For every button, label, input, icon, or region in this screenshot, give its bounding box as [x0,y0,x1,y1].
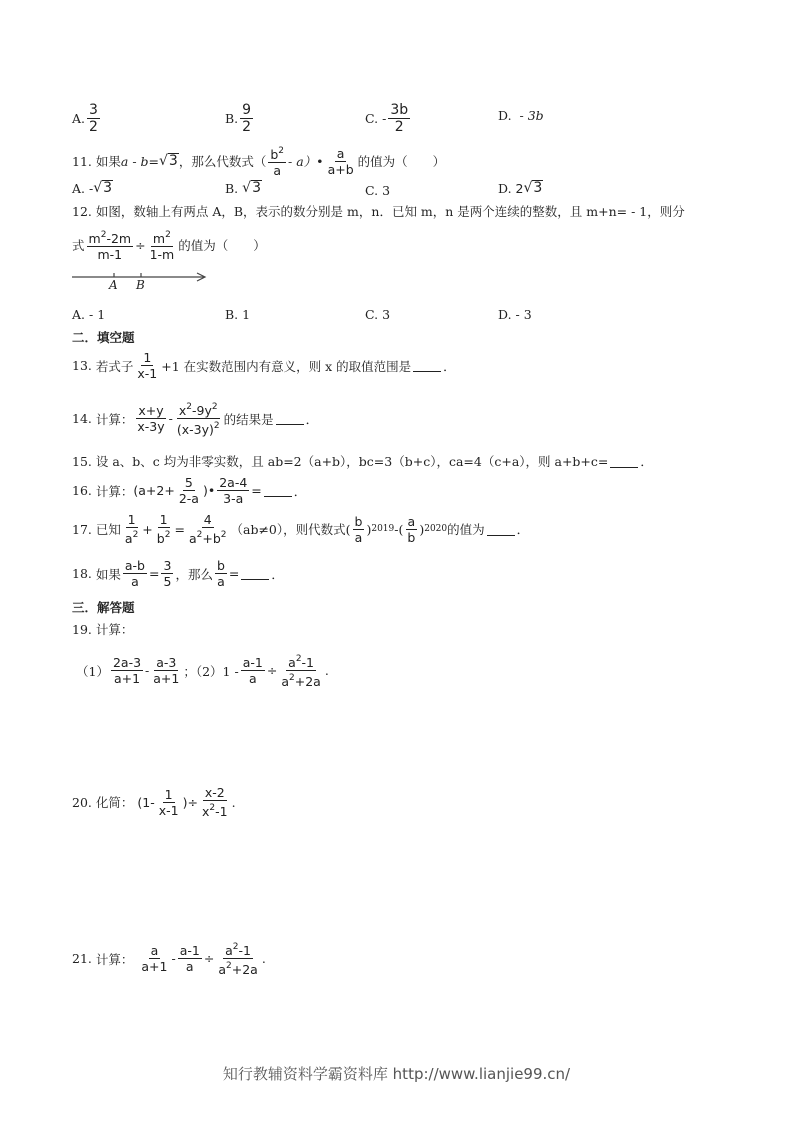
numerator: b [216,558,225,573]
sqrt: √ 3 [93,180,113,196]
punctuation: . [231,794,236,810]
radicand: 3 [103,180,113,196]
q11-option-c [365,183,390,198]
question-number: 18. [72,566,92,581]
question-18 [72,558,284,589]
term: m [152,231,166,246]
q10-option-b [225,102,255,135]
exponent: 2 [225,961,232,971]
denominator: a [248,671,257,686]
fraction [268,144,286,178]
numerator: 1 [127,512,136,527]
numerator: a [407,513,416,529]
denominator: 2-a [178,491,199,506]
denominator [175,419,222,437]
exponent: 2 [165,230,171,240]
answer-blank[interactable] [487,523,515,536]
operator: - [168,411,173,426]
fraction [279,652,323,689]
numerator: 5 [184,475,193,490]
denominator [123,528,140,546]
expression: (a+2+ [133,483,175,498]
denominator: a [217,574,225,589]
operator: + [142,521,153,537]
question-20 [72,785,236,819]
numerator: b [354,513,363,529]
term: m [88,231,101,246]
numerator: a [336,145,345,161]
question-number: 11. [72,153,92,169]
answer-blank[interactable] [264,484,292,497]
question-text: 如果 [95,566,121,582]
option-label: C. [365,183,379,198]
fraction [217,475,249,506]
term: a [188,531,197,546]
operator: = [149,566,160,581]
q12-option-a [72,307,105,322]
denominator: b [407,529,416,545]
question-12-line1 [72,202,685,220]
operator: - a）• [288,154,324,169]
exponent: 2 [278,146,285,156]
fraction [135,403,166,434]
fraction [87,228,134,262]
question-text: 设 a、b、c 均为非零实数，且 ab=2（a+b），bc=3（b+c），ca=4（c+a），则 a+b+c= [95,454,609,469]
question-15 [72,452,653,470]
question-number: 16. [72,483,92,498]
term: a [225,943,233,958]
question-text: 计算： [95,483,134,499]
fraction [148,228,177,262]
term: b [270,147,279,162]
fraction [111,655,143,686]
question-text: 计算： [95,411,134,427]
coefficient: 2 [515,180,524,196]
denominator: a [354,529,363,545]
option-value: 1 [242,307,251,322]
denominator: 2 [242,119,252,135]
question-number: 21. [72,951,92,966]
question-21 [72,940,266,977]
numerator: x-2 [204,785,225,800]
fraction [123,558,147,589]
numerator: 2a-3 [112,655,142,670]
denominator [187,528,229,546]
fraction [353,514,365,545]
answer-blank[interactable] [276,412,304,425]
option-label: D. [498,307,512,322]
numerator [286,652,316,671]
option-label: A. [72,307,86,322]
denominator: a+1 [141,959,168,974]
term: x [178,403,187,418]
fraction [161,558,173,589]
question-text: ，那么 [175,566,213,582]
question-text: 如图，数轴上有两点 A，B，表示的数分别是 m，n．已知 m，n 是两个连续的整数，且 m+n= - 1，则分 [95,204,685,219]
denominator: a [131,574,139,589]
numerator: a-1 [179,943,200,958]
option-label: A. [72,180,86,196]
q12-option-b [225,307,250,322]
option-label: D. [498,180,512,196]
question-17: 17. 已知 $\frac{1}{a^2}$ + $\frac{1}{b^2}$ = $\frac{4}{a^2+b^2}$ （ab≠0），则代数式 ( $\frac{b}{a}$ ) 2019 - ( $\frac{a}{b}$ ) 2020 的值为 ． [72,512,530,546]
fraction [177,475,201,506]
numerator: 4 [203,512,212,527]
part-label: （1） [76,663,109,679]
denominator: a [273,163,282,178]
punctuation: ． [271,566,284,582]
expression: (1- [137,794,155,810]
punctuation: ． [640,454,653,469]
question-text: 化简： [95,795,134,810]
question-19-parts [76,652,329,689]
sqrt: √ 3 [159,153,178,169]
numerator: a [150,943,159,958]
exponent: 2 [186,402,193,412]
fraction [187,512,229,546]
term: -1 [301,655,315,670]
numerator: 3 [163,558,172,573]
radicand: 3 [168,153,178,169]
numerator: x+y [138,403,164,418]
fraction [405,514,417,545]
fraction [135,350,159,381]
question-number: 17. [72,521,92,537]
term: a [218,962,226,977]
denominator: m-1 [97,247,123,262]
answer-blank[interactable] [610,455,638,468]
fraction [155,512,173,546]
numerator [268,144,286,163]
section-heading-solve: 三．解答题 [72,600,135,615]
denominator: a+b [327,161,354,177]
q10-option-d [498,108,544,123]
question-text: 的值为（ ） [178,238,266,253]
term: x [201,804,210,819]
punctuation: ． [293,483,307,499]
fraction [157,787,181,818]
fraction [216,940,260,977]
question-number: 14. [72,411,92,426]
numerator: a-1 [242,655,263,670]
question-text: 计算： [95,622,134,637]
option-label: D. [498,108,512,123]
denominator [216,959,260,977]
q11-option-b [225,180,262,196]
numerator [151,228,173,247]
operator: )÷ [182,794,198,810]
term: -2m [106,231,132,246]
question-text: （ab≠0），则代数式 [230,522,346,537]
option-value: 3 [382,307,391,322]
option-label: C. [365,307,379,322]
question-text: 式 [72,238,85,253]
denominator: x-1 [137,366,158,381]
denominator: 3-a [223,491,244,506]
numerator: a-b [124,558,145,573]
exponent: 2 [220,530,227,540]
exponent: 2 [132,530,139,540]
point-b-label: B [136,278,145,292]
option-label: A. [72,111,86,126]
fraction [215,558,227,589]
option-value: - 3b [519,108,544,123]
question-number: 15. [72,453,92,469]
question-text: 若式子 [95,358,134,374]
operator: = [251,483,262,498]
term: +b [202,531,221,546]
numerator [87,228,134,247]
question-text: ，那么代数式（ [178,154,267,169]
term: a [281,674,289,689]
q11-option-a [72,180,113,196]
question-number: 19. [72,622,92,637]
denominator [155,528,173,546]
term: (x-3y) [176,422,214,437]
operator: - [171,951,176,966]
term: +2a [294,674,321,689]
numerator: 3b [390,102,409,118]
fraction [241,655,265,686]
question-number: 13. [72,358,92,373]
section-heading-fill-in: 二．填空题 [72,330,135,345]
fraction [87,102,100,135]
exponent: 2 [213,421,220,431]
q12-option-d [498,307,532,322]
punctuation: ． [516,522,530,537]
denominator: x-1 [158,802,179,818]
footer-watermark: 知行教辅资料学霸资料库 http://www.lianjie99.cn/ [222,1065,571,1083]
question-text: 已知 [95,522,121,537]
fraction [123,512,140,546]
denominator: 5 [163,574,172,589]
denominator [200,801,230,819]
question-13 [72,350,456,381]
operator: - [145,663,150,678]
term: -9y [192,403,212,418]
option-label: B. [225,307,239,322]
condition: a - b= [120,153,159,169]
question-14 [72,400,318,437]
point-a-label: A [109,278,118,292]
divide-operator: ÷ [266,663,278,678]
question-text: +1 在实数范围内有意义，则 x 的取值范围是 [161,358,412,374]
denominator: 2 [394,119,404,135]
option-label: B. [225,180,239,196]
sqrt: √ 3 [523,180,543,196]
denominator [279,671,323,689]
fraction [326,146,356,177]
fraction [151,655,181,686]
q11-option-d [498,180,543,196]
term: b [156,531,165,546]
fraction [240,102,253,135]
divide-operator: ÷ [135,237,146,253]
fraction [200,785,230,819]
numerator: 9 [242,102,252,118]
exponent: 2 [209,803,216,813]
fraction [139,943,169,974]
exponent: 2 [295,654,302,664]
term: -1 [238,943,251,958]
operator: )• [202,483,216,498]
question-text: 的值为 [447,522,485,537]
exponent: 2 [164,530,171,540]
question-19-title [72,620,133,638]
q10-option-c [365,102,412,135]
numerator [223,940,253,959]
term: -1 [215,804,228,819]
option-value: - 1 [89,307,106,322]
punctuation: . [261,951,266,966]
option-label: C. [365,111,379,126]
numerator: 2a-4 [219,475,248,490]
option-value: 3 [382,183,391,198]
option-label: B. [225,111,239,126]
q12-option-c [365,307,390,322]
term: +2a [231,962,258,977]
radicand: 3 [252,180,261,196]
punctuation: ． [305,411,319,427]
term: a [124,531,133,546]
question-text: 计算： [95,951,134,967]
part-label: ；（2）1 - [183,663,239,679]
numerator: a-3 [156,655,177,670]
numerator: 1 [143,350,152,365]
question-number: 20. [72,794,92,810]
fraction [175,400,222,437]
denominator: a+1 [113,671,141,686]
punctuation: . [324,663,329,678]
sign: - [382,111,387,126]
term: a [288,655,296,670]
sign: - [89,180,94,196]
denominator: 1-m [149,247,175,262]
divide-operator: ÷ [203,951,215,966]
exponent: 2 [100,230,107,240]
question-12-line2 [72,228,266,262]
numerator: 3 [89,102,98,118]
question-text: 的值为（ ） [357,154,446,169]
denominator: a+1 [153,671,180,686]
denominator: 2 [89,119,98,135]
radicand: 3 [533,180,543,196]
option-value: - 3 [515,307,532,322]
denominator: a [185,959,194,974]
numerator: 1 [164,786,173,802]
operator: = [228,566,240,581]
numerator: 1 [159,512,168,527]
question-text: 如果 [95,154,121,169]
numerator [177,400,220,419]
sqrt: √ 3 [242,180,261,196]
denominator: x-3y [137,419,165,434]
operator: - [394,521,399,537]
question-number: 12. [72,204,92,219]
punctuation: ． [443,358,456,374]
question-16 [72,475,306,506]
question-11 [72,144,445,178]
fraction [178,943,202,974]
q10-option-a [72,102,102,135]
answer-blank[interactable] [241,567,269,580]
exponent: 2 [289,673,295,683]
operator: = [174,521,185,537]
exponent: 2 [232,942,239,952]
exponent: 2 [196,530,203,540]
answer-blank[interactable] [413,359,441,372]
exponent: 2019 [371,524,395,534]
exponent: 2 [211,402,218,412]
exponent: 2020 [424,524,448,534]
fraction [388,102,410,135]
question-text: 的结果是 [223,411,274,427]
